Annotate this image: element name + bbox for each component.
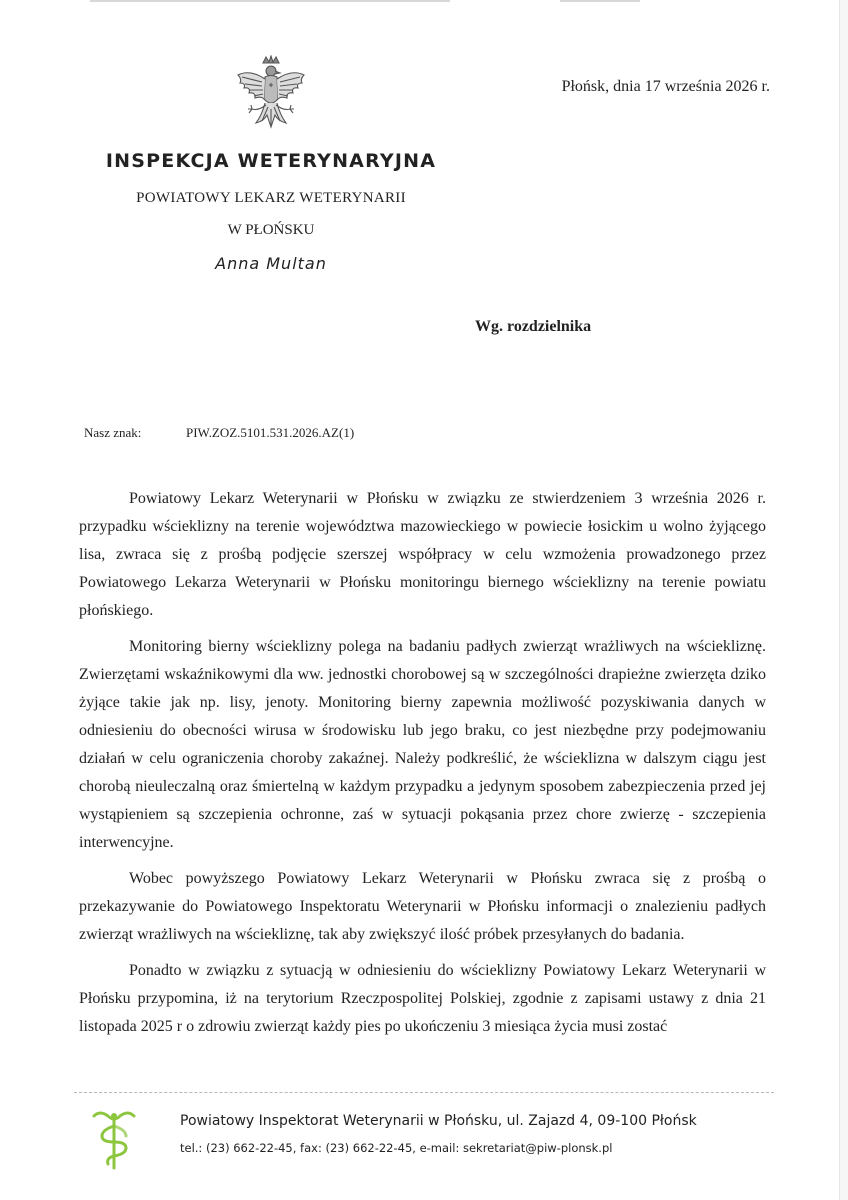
paragraph: Wobec powyższego Powiatowy Lekarz Weterynarii w Płońsku zwraca się z prośbą o przekazywanie do Powiatowego Inspektoratu Weterynarii w Płońsku informacji o znalezieniu padłych zwierząt wrażliwych na wściekliznę, tak aby zwiększyć ilość próbek przesyłanych do badania. [79,870,766,943]
official-name: Anna Multan [215,254,327,273]
reference-number: PIW.ZOZ.5101.531.2026.AZ(1) [186,425,355,440]
official-location: W PŁOŃSKU [227,222,315,238]
polish-eagle-emblem-icon [232,55,310,143]
footer-contact: tel.: (23) 662-22-45, fax: (23) 662-22-45, e-mail: sekretariat@piw-plonsk.pl [180,1141,613,1155]
scan-page-edge [839,0,848,1200]
footer-divider [74,1092,774,1093]
paragraph: Monitoring bierny wścieklizny polega na badaniu padłych zwierząt wrażliwych na wściekliznę. Zwierzętami wskaźnikowymi dla ww. jednostki chorobowej są w szczególności drapieżne zwierzęta dziko żyjące takie jak np. lisy, jenoty. Monitoring bierny zapewnia możliwość pozyskiwania danych w odniesieniu do obecności wirusa w środowisku lub jego braku, co jest niezbędne przy podejmowaniu działań w celu ograniczenia choroby zakaźnej. Należy podkreślić, że wścieklizna w dalszym ciągu jest chorobą nieuleczalną oraz śmiertelną w każdym przypadku a jedynym sposobem zabezpieczenia przed jej wystąpieniem są szczepienia ochronne, zaś w sytuacji pokąsania przez chore zwierzę - szczepienia interwencyjne. [79,638,766,851]
letter-body [79,485,766,1049]
paragraph: Ponadto w związku z sytuacją w odniesieniu do wścieklizny Powiatowy Lekarz Weterynarii w Płońsku przypomina, iż na terytorium Rzeczpospolitej Polskiej, zgodnie z zapisami ustawy z dnia 21 listopada 2025 r o zdrowiu zwierząt każdy pies po ukończeniu 3 miesiąca życia musi zostać [79,962,766,1035]
paragraph: Powiatowy Lekarz Weterynarii w Płońsku w związku ze stwierdzeniem 3 września 2026 r. przypadku wścieklizny na terenie województwa mazowieckiego w powiecie łosickim u wolno żyjącego lisa, zwraca się z prośbą podjęcie szerszej współpracy w celu wzmożenia prowadzonego przez Powiatowego Lekarza Weterynarii w Płońsku monitoringu biernego wścieklizny na terenie powiatu płońskiego. [79,490,766,619]
document-date: Płońsk, dnia 17 września 2026 r. [561,78,770,95]
footer-institution: Powiatowy Inspektorat Weterynarii w Płońsku, ul. Zajazd 4, 09-100 Płońsk [180,1113,697,1129]
recipient: Wg. rozdzielnika [475,318,592,335]
scan-edge-line [90,0,450,2]
scan-edge-line [560,0,640,2]
official-title: POWIATOWY LEKARZ WETERYNARII [136,190,406,206]
reference-label: Nasz znak: [84,425,142,440]
institution-name: INSPEKCJA WETERYNARYJNA [105,150,437,172]
veterinary-caduceus-logo-icon [88,1108,140,1172]
